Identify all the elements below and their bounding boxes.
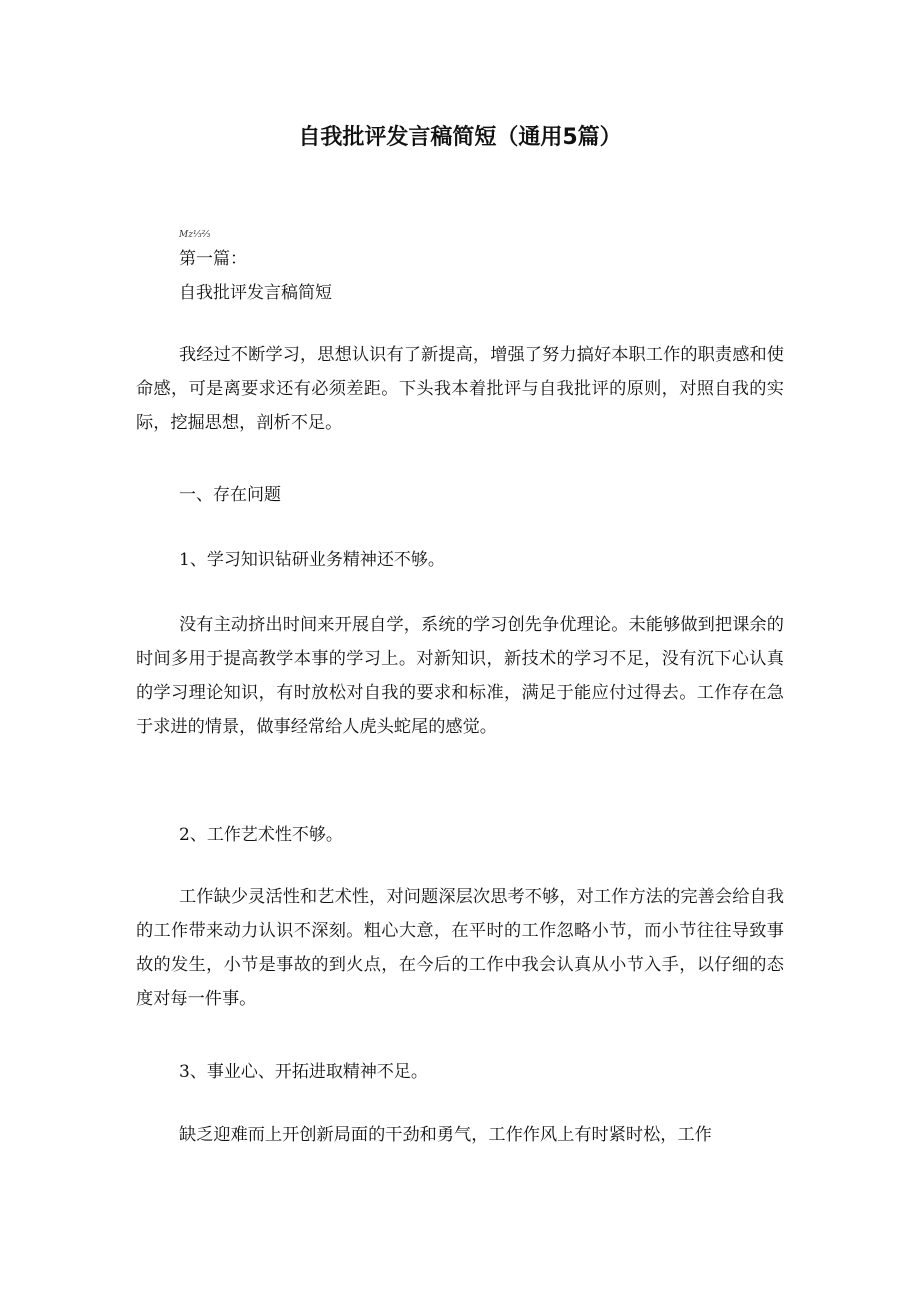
item3-paragraph: 缺乏迎难而上开创新局面的干劲和勇气，工作作风上有时紧时松，工作	[179, 1125, 712, 1145]
chapter-title: 自我批评发言稿简短	[179, 283, 332, 303]
document-title: 自我批评发言稿简短（通用5篇）	[298, 125, 622, 150]
item2-heading: 2、工作艺术性不够。	[179, 825, 343, 845]
item2-paragraph: 工作缺少灵活性和艺术性，对问题深层次思考不够，对工作方法的完善会给自我的工作带来动力认识不深刻。粗心大意，在平时的工作忽略小节，而小节往往导致事故的发生，小节是事故的到火点，在今后的工作中我会认真从小节入手，以仔细的态度对每一件事。	[136, 887, 784, 1009]
small-mark: Mz⅓⅔	[179, 230, 211, 240]
item1-heading: 1、学习知识钻研业务精神还不够。	[179, 550, 445, 570]
section-heading: 一、存在问题	[179, 485, 281, 505]
item3-heading: 3、事业心、开拓进取精神不足。	[179, 1062, 428, 1082]
chapter-label: 第一篇：	[179, 249, 247, 269]
item1-paragraph: 没有主动挤出时间来开展自学，系统的学习创先争优理论。未能够做到把课余的时间多用于提高教学本事的学习上。对新知识，新技术的学习不足，没有沉下心认真的学习理论知识，有时放松对自我的要求和标准，满足于能应付过得去。工作存在急于求进的情景，做事经常给人虎头蛇尾的感觉。	[136, 615, 784, 737]
intro-paragraph: 我经过不断学习，思想认识有了新提高，增强了努力搞好本职工作的职责感和使命感，可是离要求还有必须差距。下头我本着批评与自我批评的原则，对照自我的实际，挖掘思想，剖析不足。	[136, 345, 784, 433]
